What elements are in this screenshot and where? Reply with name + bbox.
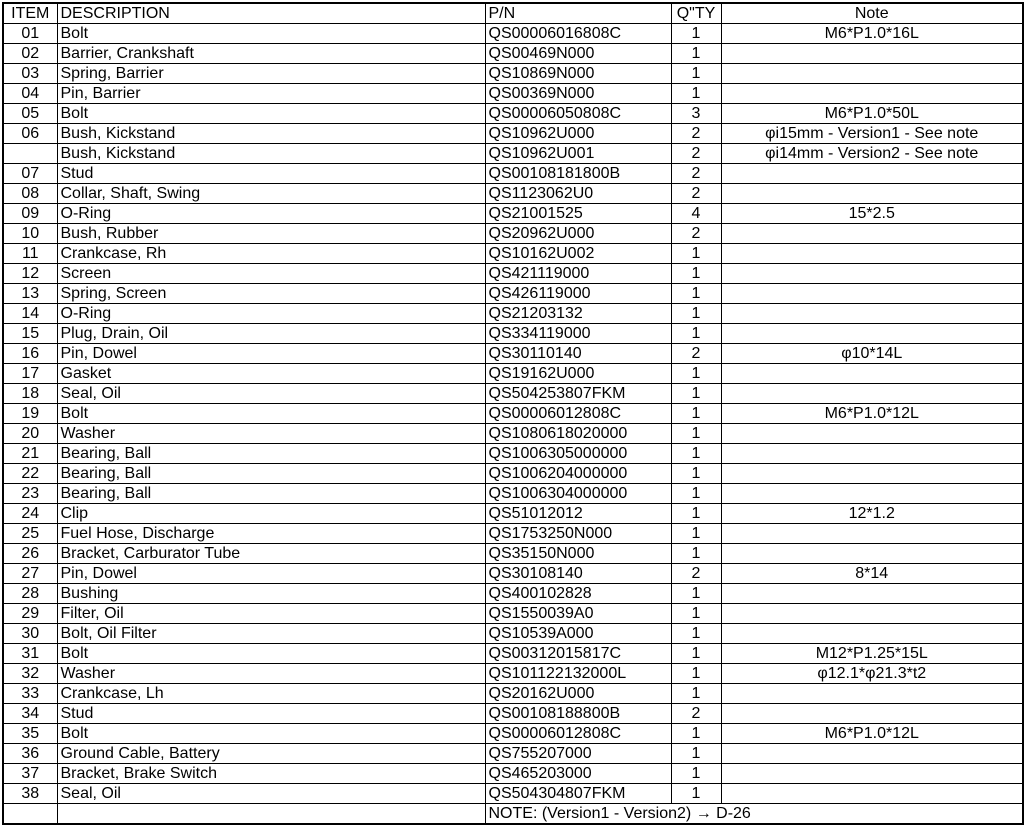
cell-pn: QS00369N000 — [485, 84, 671, 104]
cell-item: 11 — [3, 244, 57, 264]
cell-qty: 1 — [671, 264, 721, 284]
cell-item: 10 — [3, 224, 57, 244]
cell-pn: QS1006305000000 — [485, 444, 671, 464]
cell-note — [721, 304, 1023, 324]
cell-qty: 1 — [671, 624, 721, 644]
cell-description: Bracket, Carburator Tube — [57, 544, 485, 564]
table-row — [3, 204, 1023, 224]
cell-item: 37 — [3, 764, 57, 784]
cell-qty: 1 — [671, 664, 721, 684]
cell-description: Filter, Oil — [57, 604, 485, 624]
cell-qty: 1 — [671, 524, 721, 544]
cell-qty: 1 — [671, 24, 721, 44]
cell-item — [3, 144, 57, 164]
cell-qty: 1 — [671, 424, 721, 444]
cell-qty: 1 — [671, 744, 721, 764]
table-row — [3, 684, 1023, 704]
table-row — [3, 284, 1023, 304]
cell-pn: QS20162U000 — [485, 684, 671, 704]
cell-description: Pin, Barrier — [57, 84, 485, 104]
cell-qty: 1 — [671, 544, 721, 564]
cell-note: φ12.1*φ21.3*t2 — [721, 664, 1023, 684]
cell-item: 14 — [3, 304, 57, 324]
cell-pn: QS30108140 — [485, 564, 671, 584]
cell-pn: QS1080618020000 — [485, 424, 671, 444]
cell-qty: 2 — [671, 164, 721, 184]
cell-item: 31 — [3, 644, 57, 664]
cell-qty: 1 — [671, 444, 721, 464]
cell-description: Bearing, Ball — [57, 444, 485, 464]
cell-item: 23 — [3, 484, 57, 504]
table-row — [3, 524, 1023, 544]
cell-description: Bolt — [57, 404, 485, 424]
cell-note: M6*P1.0*12L — [721, 404, 1023, 424]
cell-description: Clip — [57, 504, 485, 524]
cell-item: 19 — [3, 404, 57, 424]
table-row — [3, 644, 1023, 664]
cell-item: 15 — [3, 324, 57, 344]
cell-qty: 1 — [671, 464, 721, 484]
table-row — [3, 424, 1023, 444]
cell-qty: 1 — [671, 644, 721, 664]
cell-pn: QS101122132000L — [485, 664, 671, 684]
cell-item: 26 — [3, 544, 57, 564]
cell-note — [721, 744, 1023, 764]
cell-pn: QS755207000 — [485, 744, 671, 764]
cell-item: 36 — [3, 744, 57, 764]
cell-note: M6*P1.0*12L — [721, 724, 1023, 744]
table-row — [3, 264, 1023, 284]
cell-qty: 1 — [671, 784, 721, 804]
cell-pn: QS10962U001 — [485, 144, 671, 164]
cell-pn: QS35150N000 — [485, 544, 671, 564]
cell-qty: 3 — [671, 104, 721, 124]
cell-description: Pin, Dowel — [57, 564, 485, 584]
table-row — [3, 504, 1023, 524]
cell-description: Stud — [57, 704, 485, 724]
cell-item: 24 — [3, 504, 57, 524]
cell-description: Washer — [57, 424, 485, 444]
table-row — [3, 544, 1023, 564]
cell-description: Gasket — [57, 364, 485, 384]
cell-qty: 1 — [671, 84, 721, 104]
table-row — [3, 624, 1023, 644]
cell-pn: QS1550039A0 — [485, 604, 671, 624]
cell-item: 28 — [3, 584, 57, 604]
cell-pn: QS10539A000 — [485, 624, 671, 644]
cell-note — [721, 184, 1023, 204]
cell-note: 8*14 — [721, 564, 1023, 584]
cell-description: Spring, Screen — [57, 284, 485, 304]
table-row — [3, 484, 1023, 504]
cell-item: 21 — [3, 444, 57, 464]
cell-description: Barrier, Crankshaft — [57, 44, 485, 64]
cell-qty: 1 — [671, 484, 721, 504]
cell-description: Ground Cable, Battery — [57, 744, 485, 764]
cell-qty: 2 — [671, 564, 721, 584]
footer-empty-item — [3, 804, 57, 825]
cell-note — [721, 364, 1023, 384]
table-row — [3, 184, 1023, 204]
cell-description: Bearing, Ball — [57, 464, 485, 484]
footer-note: NOTE: (Version1 - Version2) → D-26 — [485, 804, 1023, 825]
cell-pn: QS10162U002 — [485, 244, 671, 264]
cell-pn: QS426119000 — [485, 284, 671, 304]
cell-note — [721, 424, 1023, 444]
cell-description: Bolt — [57, 24, 485, 44]
cell-note — [721, 624, 1023, 644]
parts-table — [2, 2, 1024, 825]
header-description: DESCRIPTION — [57, 3, 485, 24]
cell-item: 09 — [3, 204, 57, 224]
cell-note — [721, 244, 1023, 264]
cell-pn: QS504304807FKM — [485, 784, 671, 804]
table-row — [3, 64, 1023, 84]
cell-description: Washer — [57, 664, 485, 684]
cell-description: Bolt — [57, 644, 485, 664]
cell-description: Bushing — [57, 584, 485, 604]
cell-pn: QS51012012 — [485, 504, 671, 524]
cell-item: 22 — [3, 464, 57, 484]
cell-qty: 4 — [671, 204, 721, 224]
cell-note: 15*2.5 — [721, 204, 1023, 224]
cell-item: 07 — [3, 164, 57, 184]
table-row — [3, 444, 1023, 464]
cell-qty: 1 — [671, 384, 721, 404]
table-row — [3, 304, 1023, 324]
cell-pn: QS504253807FKM — [485, 384, 671, 404]
cell-pn: QS1753250N000 — [485, 524, 671, 544]
cell-pn: QS421119000 — [485, 264, 671, 284]
cell-description: Pin, Dowel — [57, 344, 485, 364]
cell-qty: 1 — [671, 764, 721, 784]
cell-note — [721, 684, 1023, 704]
cell-item: 01 — [3, 24, 57, 44]
cell-pn: QS20962U000 — [485, 224, 671, 244]
cell-pn: QS21001525 — [485, 204, 671, 224]
table-row — [3, 244, 1023, 264]
cell-item: 38 — [3, 784, 57, 804]
cell-description: Screen — [57, 264, 485, 284]
cell-note — [721, 224, 1023, 244]
table-row — [3, 784, 1023, 804]
cell-item: 08 — [3, 184, 57, 204]
cell-item: 05 — [3, 104, 57, 124]
cell-pn: QS21203132 — [485, 304, 671, 324]
cell-description: Collar, Shaft, Swing — [57, 184, 485, 204]
cell-item: 04 — [3, 84, 57, 104]
cell-qty: 1 — [671, 724, 721, 744]
cell-description: O-Ring — [57, 304, 485, 324]
table-row — [3, 124, 1023, 144]
cell-pn: QS00006012808C — [485, 724, 671, 744]
cell-qty: 2 — [671, 184, 721, 204]
cell-pn: QS334119000 — [485, 324, 671, 344]
cell-description: Spring, Barrier — [57, 64, 485, 84]
cell-pn: QS00469N000 — [485, 44, 671, 64]
cell-qty: 1 — [671, 404, 721, 424]
cell-note — [721, 584, 1023, 604]
table-row — [3, 104, 1023, 124]
cell-qty: 1 — [671, 684, 721, 704]
cell-description: Crankcase, Lh — [57, 684, 485, 704]
cell-item: 03 — [3, 64, 57, 84]
cell-description: Plug, Drain, Oil — [57, 324, 485, 344]
cell-item: 33 — [3, 684, 57, 704]
cell-description: Seal, Oil — [57, 384, 485, 404]
table-row — [3, 324, 1023, 344]
cell-item: 34 — [3, 704, 57, 724]
cell-qty: 1 — [671, 304, 721, 324]
cell-note — [721, 84, 1023, 104]
cell-description: Bush, Rubber — [57, 224, 485, 244]
cell-pn: QS400102828 — [485, 584, 671, 604]
cell-pn: QS00312015817C — [485, 644, 671, 664]
table-row — [3, 24, 1023, 44]
header-note: Note — [721, 3, 1023, 24]
cell-note: M6*P1.0*16L — [721, 24, 1023, 44]
cell-qty: 1 — [671, 504, 721, 524]
header-qty: Q"TY — [671, 3, 721, 24]
header-item: ITEM — [3, 3, 57, 24]
cell-note — [721, 704, 1023, 724]
cell-description: Bush, Kickstand — [57, 124, 485, 144]
cell-qty: 2 — [671, 144, 721, 164]
cell-item: 20 — [3, 424, 57, 444]
cell-note — [721, 324, 1023, 344]
cell-description: Crankcase, Rh — [57, 244, 485, 264]
cell-note — [721, 284, 1023, 304]
footer-empty-desc — [57, 804, 485, 825]
cell-note — [721, 164, 1023, 184]
cell-description: Bearing, Ball — [57, 484, 485, 504]
cell-pn: QS00108181800B — [485, 164, 671, 184]
cell-note — [721, 384, 1023, 404]
cell-qty: 1 — [671, 584, 721, 604]
cell-note — [721, 264, 1023, 284]
table-row — [3, 404, 1023, 424]
cell-description: Seal, Oil — [57, 784, 485, 804]
table-row — [3, 564, 1023, 584]
cell-description: O-Ring — [57, 204, 485, 224]
cell-item: 17 — [3, 364, 57, 384]
parts-body — [3, 24, 1023, 804]
cell-pn: QS00006050808C — [485, 104, 671, 124]
cell-description: Bolt — [57, 104, 485, 124]
table-row — [3, 224, 1023, 244]
cell-pn: QS00108188800B — [485, 704, 671, 724]
cell-note: φi15mm - Version1 - See note — [721, 124, 1023, 144]
cell-note: M6*P1.0*50L — [721, 104, 1023, 124]
table-row — [3, 384, 1023, 404]
cell-item: 06 — [3, 124, 57, 144]
table-row — [3, 464, 1023, 484]
table-row — [3, 664, 1023, 684]
cell-pn: QS1006304000000 — [485, 484, 671, 504]
table-row — [3, 764, 1023, 784]
cell-pn: QS1123062U0 — [485, 184, 671, 204]
cell-note — [721, 484, 1023, 504]
cell-note: φ10*14L — [721, 344, 1023, 364]
cell-pn: QS00006016808C — [485, 24, 671, 44]
cell-item: 13 — [3, 284, 57, 304]
table-row — [3, 364, 1023, 384]
cell-qty: 2 — [671, 344, 721, 364]
cell-item: 16 — [3, 344, 57, 364]
cell-note — [721, 764, 1023, 784]
table-row — [3, 604, 1023, 624]
cell-pn: QS10869N000 — [485, 64, 671, 84]
cell-qty: 2 — [671, 124, 721, 144]
table-row — [3, 84, 1023, 104]
table-row — [3, 724, 1023, 744]
cell-item: 02 — [3, 44, 57, 64]
table-row — [3, 704, 1023, 724]
cell-note: M12*P1.25*15L — [721, 644, 1023, 664]
cell-pn: QS00006012808C — [485, 404, 671, 424]
cell-qty: 1 — [671, 324, 721, 344]
cell-qty: 2 — [671, 704, 721, 724]
cell-pn: QS19162U000 — [485, 364, 671, 384]
cell-note — [721, 64, 1023, 84]
cell-pn: QS30110140 — [485, 344, 671, 364]
cell-qty: 1 — [671, 364, 721, 384]
cell-pn: QS1006204000000 — [485, 464, 671, 484]
cell-description: Bolt — [57, 724, 485, 744]
cell-note — [721, 44, 1023, 64]
footer-row — [3, 804, 1023, 825]
table-row — [3, 144, 1023, 164]
cell-note — [721, 604, 1023, 624]
cell-qty: 1 — [671, 604, 721, 624]
cell-description: Bracket, Brake Switch — [57, 764, 485, 784]
cell-note — [721, 444, 1023, 464]
table-row — [3, 164, 1023, 184]
header-pn: P/N — [485, 3, 671, 24]
table-row — [3, 584, 1023, 604]
table-row — [3, 744, 1023, 764]
cell-item: 18 — [3, 384, 57, 404]
cell-note — [721, 464, 1023, 484]
cell-qty: 1 — [671, 284, 721, 304]
cell-item: 12 — [3, 264, 57, 284]
cell-description: Fuel Hose, Discharge — [57, 524, 485, 544]
cell-item: 29 — [3, 604, 57, 624]
cell-note: 12*1.2 — [721, 504, 1023, 524]
table-row — [3, 44, 1023, 64]
cell-note — [721, 524, 1023, 544]
cell-pn: QS465203000 — [485, 764, 671, 784]
cell-qty: 1 — [671, 244, 721, 264]
cell-description: Bolt, Oil Filter — [57, 624, 485, 644]
cell-note — [721, 784, 1023, 804]
cell-item: 32 — [3, 664, 57, 684]
cell-item: 30 — [3, 624, 57, 644]
table-row — [3, 344, 1023, 364]
header-row — [3, 3, 1023, 24]
cell-description: Bush, Kickstand — [57, 144, 485, 164]
cell-item: 35 — [3, 724, 57, 744]
cell-qty: 2 — [671, 224, 721, 244]
cell-qty: 1 — [671, 44, 721, 64]
cell-description: Stud — [57, 164, 485, 184]
cell-pn: QS10962U000 — [485, 124, 671, 144]
cell-note — [721, 544, 1023, 564]
cell-note: φi14mm - Version2 - See note — [721, 144, 1023, 164]
cell-qty: 1 — [671, 64, 721, 84]
cell-item: 27 — [3, 564, 57, 584]
cell-item: 25 — [3, 524, 57, 544]
